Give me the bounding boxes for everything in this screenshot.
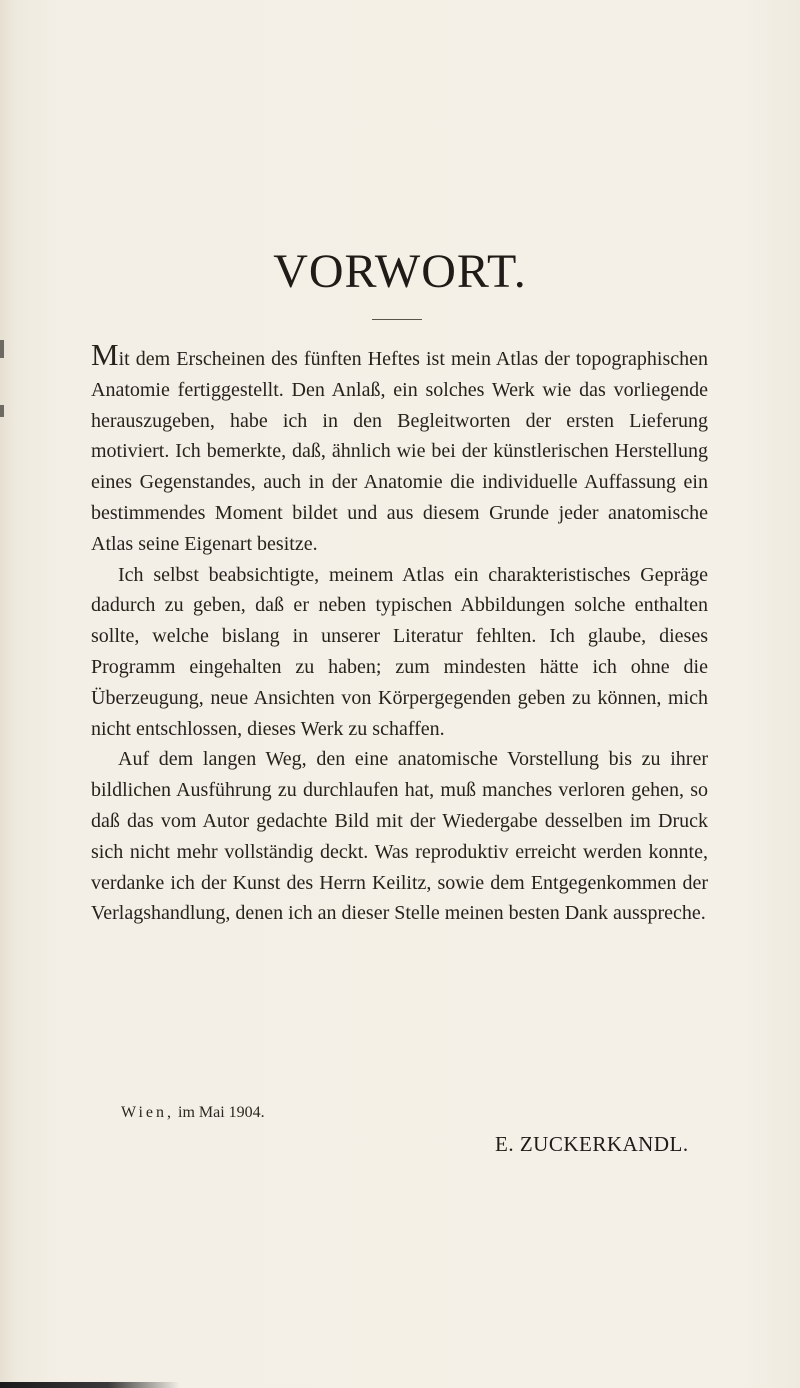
preface-text (91, 337, 708, 929)
page-edge-mark (0, 405, 4, 417)
page-edge-mark (0, 340, 4, 358)
initial-letter: M (91, 337, 119, 372)
paragraph-1 (91, 337, 708, 560)
paragraph-3: Auf dem langen Weg, den eine anatomische Vorstellung bis zu ihrer bildlichen Ausführung zu durchlaufen hat, muß manches verloren gehen, so daß das vom Autor gedachte Bild mit der Wiedergabe desselben im Druck sich nicht mehr vollständig deckt. Was reproduktiv erreicht werden konnte, verdanke ich der Kunst des Herrn Keilitz, sowie dem Entgegenkommen der Verlagshandlung, denen ich an dieser Stelle meinen besten Dank ausspreche. (91, 748, 708, 925)
page-title: VORWORT. (273, 245, 527, 298)
author-signature: E. ZUCKERKANDL. (495, 1132, 689, 1156)
paragraph-2: Ich selbst beabsichtigte, meinem Atlas ein charakteristisches Gepräge dadurch zu geben, daß er neben typischen Abbildungen solche enthalten sollte, welche bislang in unserer Literatur fehlten. Ich glaube, dieses Programm eingehalten zu haben; zum mindesten hätte ich ohne die Überzeugung, neue Ansichten von Körpergegenden geben zu können, mich nicht entschlossen, dieses Werk zu schaffen. (91, 563, 708, 740)
place: Wien, (121, 1104, 175, 1121)
date: im Mai 1904. (178, 1104, 265, 1121)
title-divider (372, 319, 422, 320)
paragraph-1-text: it dem Erscheinen des fünften Heftes ist mein Atlas der topographischen Anatomie fertiggestellt. Den Anlaß, ein solches Werk wie das vorliegende herauszugeben, habe ich in den Begleitworten der ersten Lieferung motiviert. Ich bemerkte, daß, ähnlich wie bei der künstlerischen Herstellung eines Gegenstandes, auch in der Anatomie die individuelle Auffassung ein bestimmendes Moment bildet und aus diesem Grunde jeder anatomische Atlas seine Eigenart besitze. (91, 348, 708, 555)
place-and-date (121, 1104, 265, 1122)
page-bottom-edge (0, 1382, 180, 1388)
